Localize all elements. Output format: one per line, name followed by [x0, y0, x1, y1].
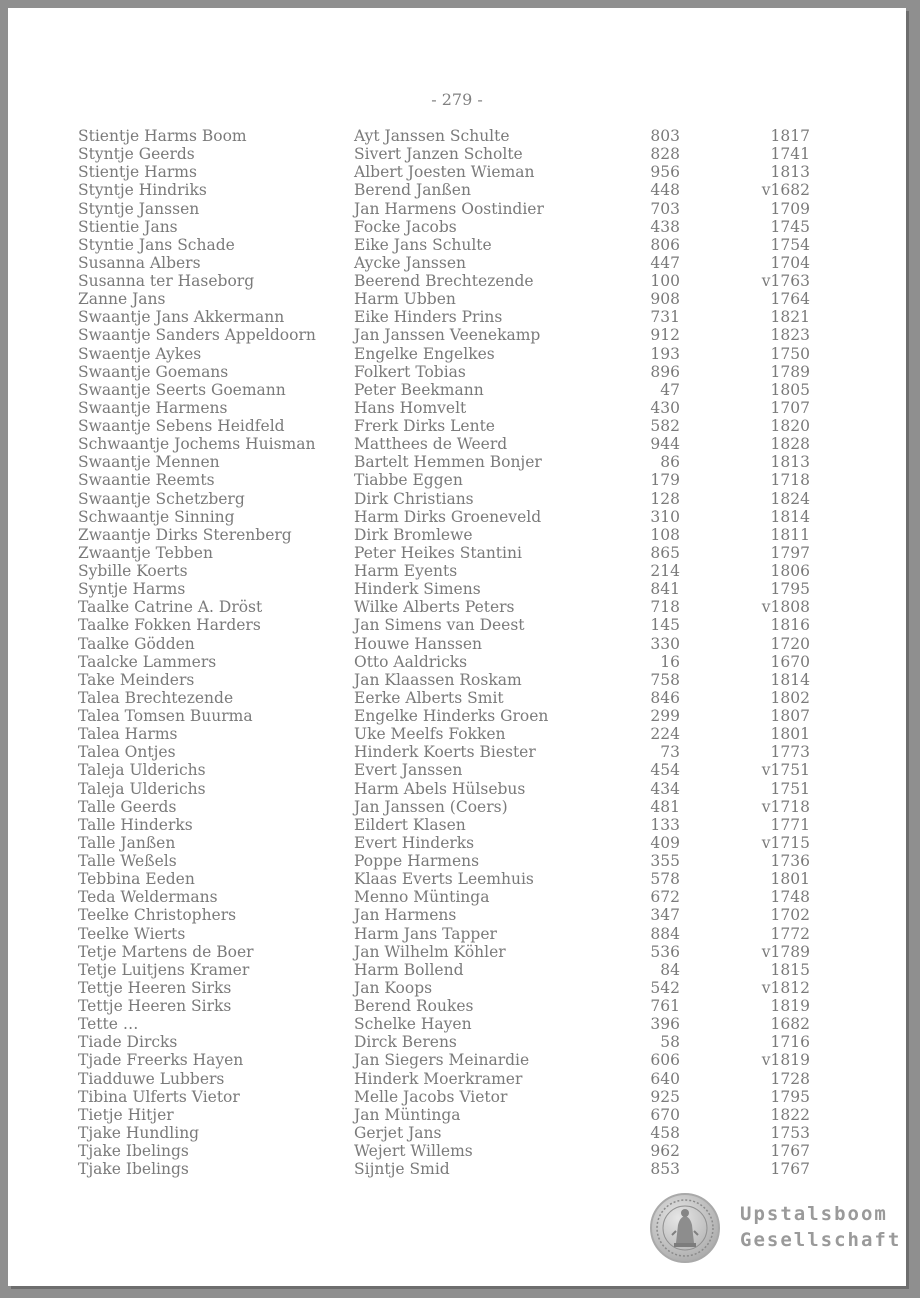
- entry-year: 1806: [770, 562, 810, 580]
- entry-number: 310: [650, 507, 680, 526]
- entry-number: 962: [650, 1142, 680, 1160]
- seal-icon: [650, 1193, 720, 1263]
- entry-name: Talle Hinderks: [78, 815, 193, 834]
- entry-spouse: Wejert Willems: [354, 1142, 473, 1160]
- entry-name: Syntje Harms: [78, 580, 186, 599]
- entry-year: v1763: [761, 272, 810, 290]
- entry-year: v1682: [761, 181, 810, 200]
- entry-name: Tette …: [78, 1015, 139, 1034]
- brand-line-1: Upstalsboom: [740, 1203, 888, 1225]
- entry-year: 1718: [770, 471, 810, 490]
- entry-number: 458: [650, 1123, 680, 1142]
- entry-name: Schwaantje Sinning: [78, 507, 235, 526]
- entry-number: 224: [650, 725, 680, 744]
- entry-year: 1764: [770, 290, 810, 309]
- entry-number: 896: [650, 362, 680, 381]
- entry-year: 1814: [770, 670, 810, 689]
- entry-spouse: Dirck Berens: [354, 1033, 457, 1052]
- entry-year: 1754: [770, 235, 810, 254]
- entry-name: Sybille Koerts: [78, 562, 188, 580]
- entry-name: Talea Tomsen Buurma: [78, 707, 253, 725]
- entry-name: Swaantje Schetzberg: [78, 489, 245, 508]
- entry-row: [8, 1070, 906, 1088]
- entry-year: 1704: [770, 253, 810, 272]
- entry-spouse: Harm Dirks Groeneveld: [354, 507, 542, 526]
- entry-row: [8, 580, 906, 598]
- entry-number: 912: [650, 326, 680, 345]
- entry-name: Teelke Wierts: [78, 924, 186, 943]
- entry-year: v1789: [761, 942, 810, 961]
- entry-year: 1741: [770, 145, 810, 164]
- entry-year: 1709: [770, 199, 810, 218]
- entry-spouse: Tiabbe Eggen: [354, 471, 463, 490]
- entry-spouse: Hans Homvelt: [354, 398, 467, 417]
- entry-number: 84: [660, 960, 680, 979]
- entry-year: 1821: [770, 308, 810, 327]
- entry-spouse: Jan Wilhelm Köhler: [354, 942, 506, 961]
- entry-name: Taleja Ulderichs: [78, 779, 206, 798]
- entry-row: [8, 635, 906, 653]
- entry-row: [8, 743, 906, 761]
- entry-spouse: Klaas Everts Leemhuis: [354, 870, 534, 889]
- entry-row: [8, 780, 906, 798]
- entry-spouse: Menno Müntinga: [354, 888, 490, 907]
- entry-year: 1736: [770, 852, 810, 870]
- entry-number: 846: [650, 688, 680, 707]
- entry-row: [8, 798, 906, 816]
- entry-number: 640: [650, 1069, 680, 1088]
- entry-row: [8, 435, 906, 453]
- entry-year: 1728: [770, 1069, 810, 1088]
- entry-spouse: Jan Harmens: [354, 906, 457, 925]
- entry-number: 703: [650, 199, 680, 218]
- entry-number: 731: [650, 308, 680, 327]
- entry-number: 16: [660, 652, 680, 671]
- entry-year: 1801: [770, 725, 810, 744]
- entry-row: [8, 834, 906, 852]
- entry-spouse: Jan Harmens Oostindier: [354, 199, 544, 218]
- entry-spouse: Eike Hinders Prins: [354, 308, 503, 327]
- entry-spouse: Ayt Janssen Schulte: [354, 127, 510, 145]
- entry-name: Taalke Catrine A. Dröst: [78, 598, 263, 617]
- entry-year: 1716: [770, 1033, 810, 1052]
- entry-number: 396: [650, 1015, 680, 1034]
- entry-year: 1767: [770, 1142, 810, 1160]
- entry-spouse: Frerk Dirks Lente: [354, 417, 495, 435]
- entry-row: [8, 671, 906, 689]
- entry-year: 1828: [770, 435, 810, 454]
- entry-year: 1670: [770, 652, 810, 671]
- entry-name: Styntje Janssen: [78, 199, 200, 218]
- entry-row: [8, 272, 906, 290]
- entry-number: 58: [660, 1033, 680, 1052]
- entry-number: 108: [650, 525, 680, 544]
- entry-spouse: Houwe Hanssen: [354, 634, 483, 653]
- entry-row: [8, 598, 906, 616]
- entry-number: 578: [650, 870, 680, 889]
- entry-name: Tiadduwe Lubbers: [78, 1069, 225, 1088]
- entry-spouse: Poppe Harmens: [354, 852, 480, 870]
- entry-spouse: Jan Koops: [354, 978, 433, 997]
- entry-number: 299: [650, 707, 680, 725]
- entry-spouse: Albert Joesten Wieman: [354, 163, 535, 182]
- entry-spouse: Otto Aaldricks: [354, 652, 468, 671]
- entry-year: 1823: [770, 326, 810, 345]
- entry-year: 1817: [770, 127, 810, 145]
- society-logo: [648, 1193, 908, 1273]
- entry-spouse: Jan Janssen Veenekamp: [354, 326, 541, 345]
- entry-name: Talea Harms: [78, 725, 178, 744]
- entry-name: Talle Weßels: [78, 852, 177, 870]
- entry-year: 1751: [770, 779, 810, 798]
- entry-number: 86: [660, 453, 680, 472]
- entry-spouse: Folkert Tobias: [354, 362, 466, 381]
- entry-year: 1748: [770, 888, 810, 907]
- entry-number: 865: [650, 543, 680, 562]
- entry-spouse: Beerend Brechtezende: [354, 272, 534, 290]
- entry-number: 670: [650, 1105, 680, 1124]
- entry-row: [8, 888, 906, 906]
- entry-number: 718: [650, 598, 680, 617]
- entry-row: [8, 1051, 906, 1069]
- entry-year: 1773: [770, 743, 810, 762]
- entry-name: Swaantje Jans Akkermann: [78, 308, 285, 327]
- entry-name: Tjake Ibelings: [78, 1142, 189, 1160]
- entry-spouse: Gerjet Jans: [354, 1123, 442, 1142]
- entry-spouse: Bartelt Hemmen Bonjer: [354, 453, 542, 472]
- entry-row: [8, 1033, 906, 1051]
- entry-number: 672: [650, 888, 680, 907]
- entry-spouse: Eildert Klasen: [354, 815, 466, 834]
- entry-year: v1819: [761, 1051, 810, 1070]
- entry-row: [8, 707, 906, 725]
- entry-number: 447: [650, 253, 680, 272]
- entry-year: 1789: [770, 362, 810, 381]
- page-number: - 279 -: [431, 90, 483, 109]
- entry-row: [8, 145, 906, 163]
- entry-number: 806: [650, 235, 680, 254]
- entry-spouse: Aycke Janssen: [354, 253, 466, 272]
- entry-number: 409: [650, 833, 680, 852]
- entry-name: Taleja Ulderichs: [78, 761, 206, 780]
- entry-row: [8, 181, 906, 199]
- entry-year: 1772: [770, 924, 810, 943]
- entry-name: Take Meinders: [78, 670, 195, 689]
- entry-year: 1802: [770, 688, 810, 707]
- entry-name: Zwaantje Tebben: [78, 543, 213, 562]
- entry-year: 1811: [770, 525, 810, 544]
- entry-name: Swaantje Harmens: [78, 398, 228, 417]
- entry-name: Tettje Heeren Sirks: [78, 978, 232, 997]
- entry-number: 330: [650, 634, 680, 653]
- entry-year: 1807: [770, 707, 810, 725]
- entry-row: [8, 363, 906, 381]
- entry-year: 1813: [770, 453, 810, 472]
- entry-name: Talea Ontjes: [78, 743, 176, 762]
- entry-row: [8, 689, 906, 707]
- entry-year: 1797: [770, 543, 810, 562]
- entry-year: 1816: [770, 616, 810, 635]
- entry-row: [8, 1106, 906, 1124]
- entry-number: 438: [650, 217, 680, 236]
- entry-number: 481: [650, 797, 680, 816]
- entry-number: 908: [650, 290, 680, 309]
- entry-row: [8, 218, 906, 236]
- entry-row: [8, 345, 906, 363]
- entry-row: [8, 562, 906, 580]
- entry-row: [8, 870, 906, 888]
- entry-spouse: Hinderk Moerkramer: [354, 1069, 523, 1088]
- entry-spouse: Peter Heikes Stantini: [354, 543, 522, 562]
- entry-year: 1795: [770, 1087, 810, 1106]
- entry-spouse: Berend Roukes: [354, 997, 474, 1015]
- entry-name: Talle Geerds: [78, 797, 177, 816]
- entry-name: Zwaantje Dirks Sterenberg: [78, 525, 292, 544]
- entry-name: Stientje Harms Boom: [78, 127, 247, 145]
- entry-row: [8, 943, 906, 961]
- entry-row: [8, 399, 906, 417]
- entry-row: [8, 761, 906, 779]
- entry-spouse: Berend Janßen: [354, 181, 471, 200]
- entry-spouse: Focke Jacobs: [354, 217, 457, 236]
- entry-spouse: Uke Meelfs Fokken: [354, 725, 506, 744]
- entry-number: 803: [650, 127, 680, 145]
- entry-name: Tjake Ibelings: [78, 1160, 189, 1179]
- entry-year: 1750: [770, 344, 810, 363]
- entry-name: Tjake Hundling: [78, 1123, 200, 1142]
- entry-row: [8, 453, 906, 471]
- entry-number: 47: [660, 380, 680, 399]
- entry-spouse: Harm Jans Tapper: [354, 924, 497, 943]
- entry-row: [8, 997, 906, 1015]
- entry-year: v1751: [761, 761, 810, 780]
- entry-name: Swaantie Reemts: [78, 471, 215, 490]
- entry-name: Swaantje Mennen: [78, 453, 220, 472]
- entry-row: [8, 653, 906, 671]
- entry-number: 884: [650, 924, 680, 943]
- entry-name: Taalcke Lammers: [78, 652, 217, 671]
- entry-row: [8, 1088, 906, 1106]
- entry-number: 606: [650, 1051, 680, 1070]
- entry-spouse: Jan Siegers Meinardie: [354, 1051, 530, 1070]
- entry-name: Susanna Albers: [78, 253, 201, 272]
- entry-year: 1707: [770, 398, 810, 417]
- entry-year: 1767: [770, 1160, 810, 1179]
- entry-spouse: Dirk Christians: [354, 489, 474, 508]
- entry-row: [8, 508, 906, 526]
- entry-row: [8, 1160, 906, 1178]
- entry-number: 193: [650, 344, 680, 363]
- entry-name: Tetje Martens de Boer: [78, 942, 254, 961]
- entry-year: 1720: [770, 634, 810, 653]
- entry-year: v1718: [761, 797, 810, 816]
- entry-number: 448: [650, 181, 680, 200]
- entry-name: Susanna ter Haseborg: [78, 272, 255, 290]
- entry-row: [8, 471, 906, 489]
- entry-year: 1813: [770, 163, 810, 182]
- entry-year: 1805: [770, 380, 810, 399]
- entry-number: 347: [650, 906, 680, 925]
- entry-spouse: Harm Bollend: [354, 960, 464, 979]
- entry-row: [8, 961, 906, 979]
- entry-row: [8, 200, 906, 218]
- entry-spouse: Evert Hinderks: [354, 833, 475, 852]
- entry-row: [8, 725, 906, 743]
- entry-name: Styntje Geerds: [78, 145, 195, 164]
- entry-number: 430: [650, 398, 680, 417]
- entry-name: Tebbina Eeden: [78, 870, 195, 889]
- entry-row: [8, 1142, 906, 1160]
- entry-list: [8, 127, 906, 1178]
- entry-number: 828: [650, 145, 680, 164]
- entry-row: [8, 254, 906, 272]
- entry-row: [8, 490, 906, 508]
- entry-name: Talle Janßen: [78, 833, 176, 852]
- entry-name: Talea Brechtezende: [78, 688, 234, 707]
- entry-spouse: Jan Müntinga: [354, 1105, 461, 1124]
- entry-row: [8, 979, 906, 997]
- entry-number: 542: [650, 978, 680, 997]
- entry-number: 214: [650, 562, 680, 580]
- entry-row: [8, 1015, 906, 1033]
- entry-year: 1824: [770, 489, 810, 508]
- entry-spouse: Jan Klaassen Roskam: [354, 670, 522, 689]
- entry-number: 128: [650, 489, 680, 508]
- entry-row: [8, 852, 906, 870]
- entry-row: [8, 290, 906, 308]
- entry-spouse: Peter Beekmann: [354, 380, 484, 399]
- entry-number: 434: [650, 779, 680, 798]
- entry-name: Swaantje Sanders Appeldoorn: [78, 326, 316, 345]
- entry-row: [8, 236, 906, 254]
- entry-name: Swaantje Seerts Goemann: [78, 380, 286, 399]
- entry-spouse: Eike Jans Schulte: [354, 235, 492, 254]
- entry-year: 1702: [770, 906, 810, 925]
- entry-name: Taalke Gödden: [78, 634, 195, 653]
- brand-line-2: Gesellschaft: [740, 1229, 902, 1251]
- entry-spouse: Hinderk Koerts Biester: [354, 743, 536, 762]
- entry-spouse: Sijntje Smid: [354, 1160, 450, 1179]
- entry-spouse: Engelke Hinderks Groen: [354, 707, 549, 725]
- entry-name: Zanne Jans: [78, 290, 166, 309]
- entry-spouse: Harm Eyents: [354, 562, 458, 580]
- entry-row: [8, 381, 906, 399]
- entry-name: Stientie Jans: [78, 217, 178, 236]
- entry-spouse: Hinderk Simens: [354, 580, 481, 599]
- entry-spouse: Schelke Hayen: [354, 1015, 472, 1034]
- entry-number: 100: [650, 272, 680, 290]
- entry-year: 1771: [770, 815, 810, 834]
- entry-spouse: Engelke Engelkes: [354, 344, 495, 363]
- entry-number: 944: [650, 435, 680, 454]
- entry-name: Tetje Luitjens Kramer: [78, 960, 250, 979]
- entry-spouse: Eerke Alberts Smit: [354, 688, 504, 707]
- entry-year: 1814: [770, 507, 810, 526]
- entry-row: [8, 127, 906, 145]
- entry-year: v1715: [761, 833, 810, 852]
- entry-name: Stientje Harms: [78, 163, 197, 182]
- entry-spouse: Harm Abels Hülsebus: [354, 779, 526, 798]
- entry-name: Tibina Ulferts Vietor: [78, 1087, 240, 1106]
- entry-row: [8, 544, 906, 562]
- entry-spouse: Wilke Alberts Peters: [354, 598, 515, 617]
- entry-spouse: Jan Simens van Deest: [354, 616, 525, 635]
- entry-spouse: Sivert Janzen Scholte: [354, 145, 523, 164]
- entry-number: 145: [650, 616, 680, 635]
- entry-name: Tjade Freerks Hayen: [78, 1051, 244, 1070]
- entry-year: 1682: [770, 1015, 810, 1034]
- entry-number: 761: [650, 997, 680, 1015]
- entry-year: 1819: [770, 997, 810, 1015]
- entry-spouse: Jan Janssen (Coers): [354, 797, 508, 816]
- entry-year: 1815: [770, 960, 810, 979]
- entry-year: 1795: [770, 580, 810, 599]
- entry-number: 841: [650, 580, 680, 599]
- entry-row: [8, 816, 906, 834]
- entry-row: [8, 308, 906, 326]
- document-page: [8, 8, 906, 1286]
- entry-name: Styntje Hindriks: [78, 181, 207, 200]
- entry-number: 73: [660, 743, 680, 762]
- entry-year: 1753: [770, 1123, 810, 1142]
- entry-name: Teda Weldermans: [78, 888, 218, 907]
- entry-year: 1745: [770, 217, 810, 236]
- entry-number: 956: [650, 163, 680, 182]
- entry-number: 179: [650, 471, 680, 490]
- entry-name: Styntie Jans Schade: [78, 235, 235, 254]
- entry-spouse: Harm Ubben: [354, 290, 456, 309]
- entry-number: 454: [650, 761, 680, 780]
- entry-row: [8, 526, 906, 544]
- entry-year: 1822: [770, 1105, 810, 1124]
- entry-name: Teelke Christophers: [78, 906, 237, 925]
- entry-name: Tiade Dircks: [78, 1033, 178, 1052]
- entry-name: Swaantje Goemans: [78, 362, 229, 381]
- entry-name: Schwaantje Jochems Huisman: [78, 435, 316, 454]
- entry-spouse: Melle Jacobs Vietor: [354, 1087, 508, 1106]
- entry-number: 758: [650, 670, 680, 689]
- entry-name: Swaentje Aykes: [78, 344, 202, 363]
- entry-row: [8, 326, 906, 344]
- entry-name: Taalke Fokken Harders: [78, 616, 261, 635]
- entry-name: Tietje Hitjer: [78, 1105, 174, 1124]
- entry-name: Tettje Heeren Sirks: [78, 997, 232, 1015]
- entry-number: 536: [650, 942, 680, 961]
- entry-number: 355: [650, 852, 680, 870]
- entry-name: Swaantje Sebens Heidfeld: [78, 417, 285, 435]
- entry-number: 925: [650, 1087, 680, 1106]
- entry-row: [8, 925, 906, 943]
- entry-row: [8, 1124, 906, 1142]
- entry-spouse: Matthees de Weerd: [354, 435, 508, 454]
- entry-number: 853: [650, 1160, 680, 1179]
- entry-row: [8, 163, 906, 181]
- entry-year: v1808: [761, 598, 810, 617]
- entry-row: [8, 417, 906, 435]
- entry-number: 582: [650, 417, 680, 435]
- entry-year: 1820: [770, 417, 810, 435]
- entry-spouse: Evert Janssen: [354, 761, 463, 780]
- entry-year: v1812: [761, 978, 810, 997]
- entry-year: 1801: [770, 870, 810, 889]
- entry-spouse: Dirk Bromlewe: [354, 525, 473, 544]
- entry-row: [8, 906, 906, 924]
- entry-row: [8, 616, 906, 634]
- entry-number: 133: [650, 815, 680, 834]
